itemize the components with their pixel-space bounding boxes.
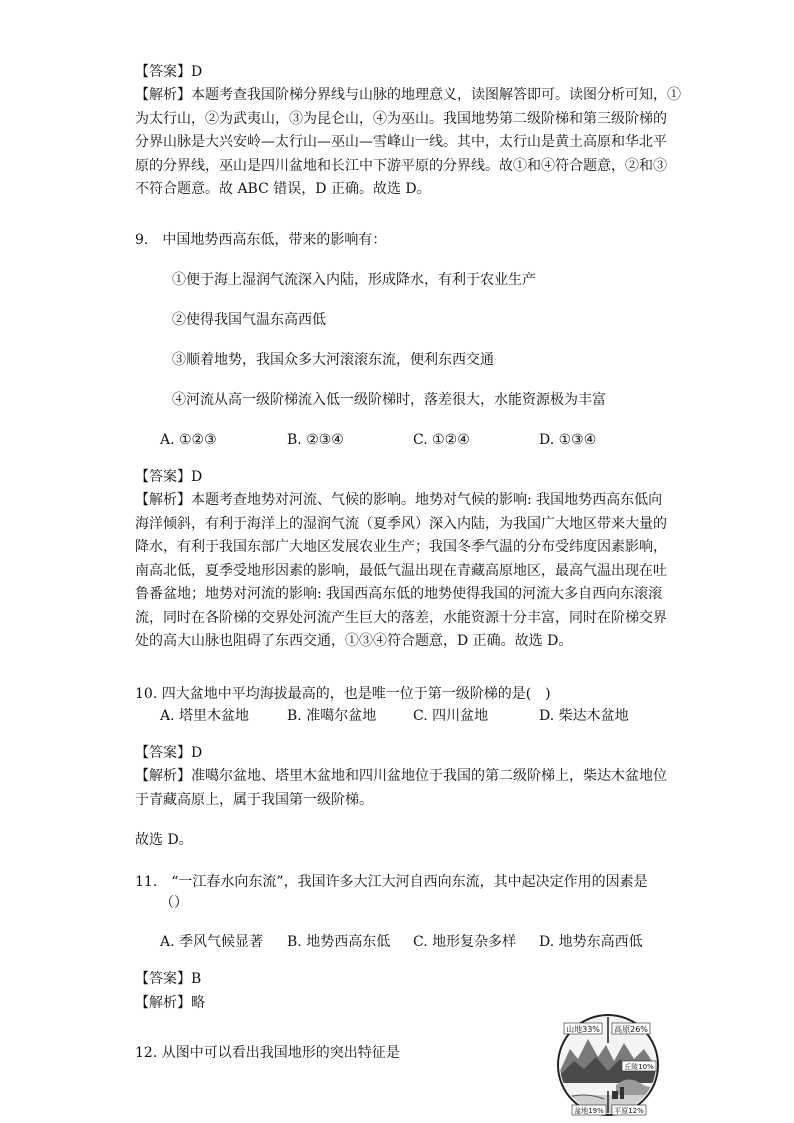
q10-option-b[interactable]: B. 准噶尔盆地 bbox=[287, 708, 377, 724]
q8-analysis-line: 原的分界线，巫山是四川盆地和长江中下游平原的分界线。故①和④符合题意，②和③ bbox=[135, 157, 667, 174]
label-basin: 盆地19% bbox=[574, 1107, 604, 1115]
q9-analysis-line: 鲁番盆地；地势对河流的影响: 我国西高东低的地势使得我国的河流大多自西向东滚滚 bbox=[135, 586, 663, 602]
q10-analysis-line: 【解析】准噶尔盆地、塔里木盆地和四川盆地位于我国的第二级阶梯上，柴达木盆地位 bbox=[135, 768, 667, 784]
q10-answer: 【答案】D bbox=[135, 745, 203, 761]
q9-stem: 9. 中国地势西高东低，带来的影响有： bbox=[135, 232, 387, 248]
q11-option-a[interactable]: A. 季风气候显著 bbox=[160, 934, 264, 950]
label-mountain: 山地33% bbox=[566, 1025, 600, 1034]
q9-analysis-line: 流，同时在各阶梯的交界处河流产生巨大的落差，水能资源十分丰富，同时在阶梯交界 bbox=[135, 609, 667, 626]
q9-option-b[interactable]: B. ②③④ bbox=[287, 432, 344, 448]
q10-stem: 10. 四大盆地中平均海拔最高的，也是唯一位于第一级阶梯的是( ) bbox=[135, 686, 551, 702]
q9-item: ②使得我国气温东高西低 bbox=[172, 312, 326, 328]
q10-option-a[interactable]: A. 塔里木盆地 bbox=[160, 708, 250, 724]
q11-stem: 11. “一江春水向东流”，我国许多大江大河自西向东流，其中起决定作用的因素是 bbox=[135, 874, 648, 890]
q9-option-d[interactable]: D. ①③④ bbox=[539, 432, 597, 448]
q9-option-c[interactable]: C. ①②④ bbox=[413, 432, 470, 448]
q12-stem: 12. 从图中可以看出我国地形的突出特征是 bbox=[135, 1045, 400, 1061]
label-plain: 平原12% bbox=[614, 1107, 644, 1115]
building-shape bbox=[612, 1091, 618, 1099]
q9-analysis-line: 海洋倾斜，有利于海洋上的湿润气流（夏季风）深入内陆，为我国广大地区带来大量的 bbox=[135, 515, 667, 532]
building-shape bbox=[620, 1087, 624, 1099]
q9-item: ③顺着地势，我国众多大河滚滚东流，便利东西交通 bbox=[172, 352, 494, 368]
q11-option-b[interactable]: B. 地势西高东低 bbox=[287, 934, 391, 950]
q8-answer: 【答案】D bbox=[135, 64, 203, 80]
q11-analysis: 【解析】略 bbox=[135, 995, 205, 1011]
q10-option-c[interactable]: C. 四川盆地 bbox=[413, 708, 489, 724]
q9-item: ④河流从高一级阶梯流入低一级阶梯时，落差很大，水能资源极为丰富 bbox=[172, 392, 606, 408]
q9-analysis-line: 南高北低，夏季受地形因素的影响，最低气温出现在青藏高原地区，最高气温出现在吐 bbox=[135, 562, 667, 579]
q11-stem-parens: （） bbox=[160, 895, 188, 911]
q9-answer: 【答案】D bbox=[135, 469, 203, 485]
q9-option-a[interactable]: A. ①②③ bbox=[160, 432, 217, 448]
q11-option-c[interactable]: C. 地形复杂多样 bbox=[413, 934, 517, 950]
label-hill: 丘陵10% bbox=[624, 1063, 654, 1071]
label-plateau: 高原26% bbox=[614, 1025, 648, 1034]
q10-conclusion: 故选 D。 bbox=[135, 832, 193, 848]
q10-analysis-line: 于青藏高原上，属于我国第一级阶梯。 bbox=[135, 791, 373, 808]
terrain-composition-figure bbox=[556, 1013, 660, 1117]
q9-analysis-line: 处的高大山脉也阻碍了东西交通，①③④符合题意，D 正确。故选 D。 bbox=[135, 633, 573, 649]
q10-option-d[interactable]: D. 柴达木盆地 bbox=[539, 708, 629, 724]
q8-analysis-line: 不符合题意。故 ABC 错误，D 正确。故选 D。 bbox=[135, 181, 431, 197]
q10-analysis bbox=[135, 765, 665, 812]
q9-analysis-line: 降水，有利于我国东部广大地区发展农业生产；我国冬季气温的分布受纬度因素影响， bbox=[135, 539, 667, 555]
q8-analysis-line: 为太行山，②为武夷山，③为昆仑山，④为巫山。我国地势第二级阶梯和第三级阶梯的 bbox=[135, 110, 667, 127]
q8-analysis-line: 分界山脉是大兴安岭—太行山—巫山—雪峰山一线。其中，太行山是黄土高原和华北平 bbox=[135, 134, 667, 150]
q11-answer: 【答案】B bbox=[135, 971, 202, 987]
q8-analysis-line: 【解析】本题考查我国阶梯分界线与山脉的地理意义，读图解答即可。读图分析可知，① bbox=[135, 87, 681, 103]
terrain-circle-diagram bbox=[556, 1013, 660, 1117]
q9-analysis-line: 【解析】本题考查地势对河流、气候的影响。地势对气候的影响: 我国地势西高东低向 bbox=[135, 492, 663, 508]
q8-analysis bbox=[135, 84, 681, 202]
q9-item: ①便于海上湿润气流深入内陆，形成降水，有利于农业生产 bbox=[172, 272, 536, 288]
q11-option-d[interactable]: D. 地势东高西低 bbox=[539, 934, 643, 950]
q9-analysis bbox=[135, 489, 665, 654]
